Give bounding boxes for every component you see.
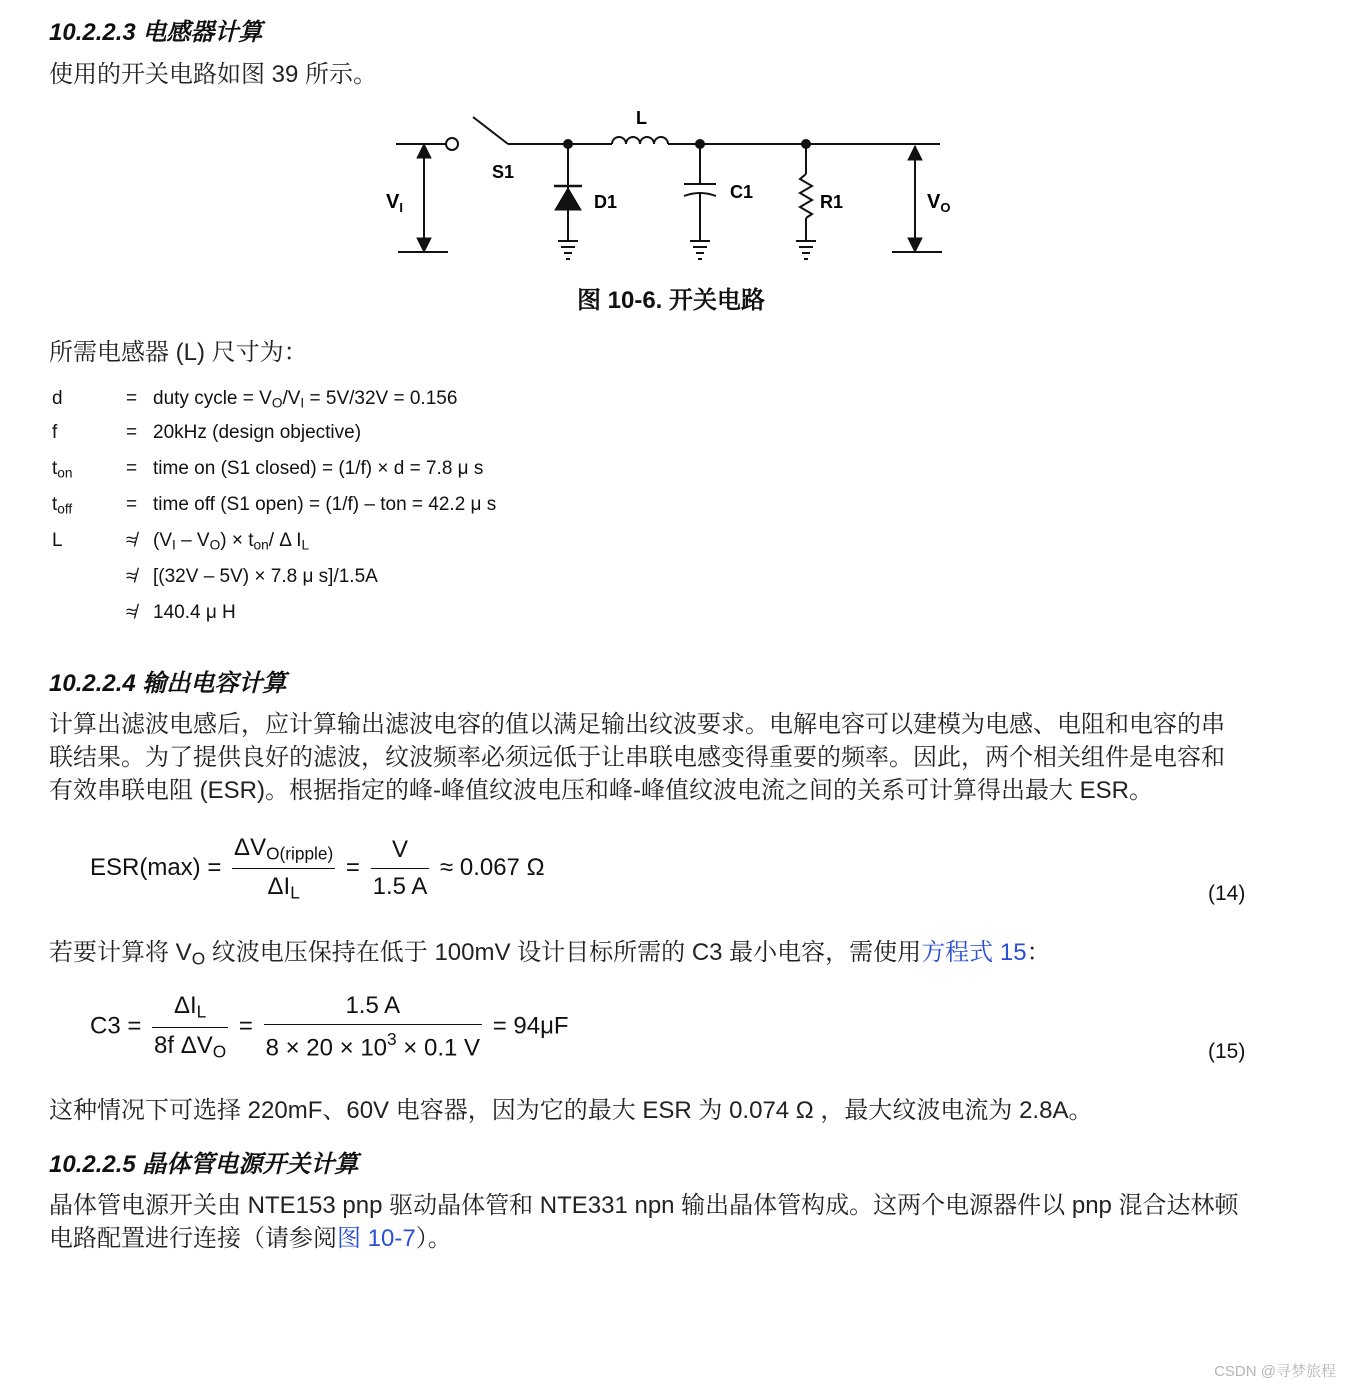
capacitor-choice-text: 这种情况下可选择 220mF、60V 电容器，因为它的最大 ESR 为 0.074 Ω ，最大纹波电流为 2.8A。 — [49, 1097, 1093, 1124]
vi-arrow-down — [417, 238, 431, 252]
watermark: CSDN @寻梦旅程 — [1214, 1363, 1336, 1380]
junction-dot-2 — [696, 140, 705, 149]
label-vo-sub: O — [940, 200, 951, 215]
ground-c1 — [690, 241, 710, 259]
equation-15-label: (15) — [1208, 1040, 1246, 1063]
junction-dot-1 — [564, 140, 573, 149]
vo-arrow-down — [908, 238, 922, 252]
ground-r1 — [796, 241, 816, 259]
section-heading-inductor: 10.2.2.3 电感器计算 — [49, 19, 263, 46]
inductor-intro: 所需电感器 (L) 尺寸为： — [49, 339, 308, 366]
label-vi-sub: I — [399, 200, 403, 215]
figure-caption: 图 10-6. 开关电路 — [576, 287, 766, 314]
resistor-r1 — [800, 174, 812, 218]
ground-d1 — [558, 241, 578, 259]
junction-dot-3 — [802, 140, 811, 149]
svg-text:VO — [927, 191, 950, 215]
transistor-paragraph: 晶体管电源开关由 NTE153 pnp 驱动晶体管和 NTE331 npn 输出晶体管构成。这两个电源器件以 pnp 混合达林顿 电路配置进行连接（请参阅图 10-7）。 — [49, 1192, 1239, 1252]
switch-contact — [446, 138, 458, 150]
intro-text: 使用的开关电路如图 39 所示。 — [49, 61, 378, 88]
label-vi: V — [386, 191, 400, 213]
vi-arrow-up — [417, 144, 431, 158]
vo-arrow-up — [908, 146, 922, 160]
eq15-intro-text: 若要计算将 $V_O$ 纹波电压保持在低于 100mV 设计目标所需的 C3 最小电容，需使用方程式 15： — [49, 939, 1051, 969]
diode-d1-triangle — [555, 188, 581, 210]
capacitor-paragraph: 计算出滤波电感后，应计算输出滤波电容的值以满足输出纹波要求。电解电容可以建模为电感、电阻和电容的串 联结果。为了提供良好的滤波，纹波频率必须远低于让串联电感变得重要的频率。因此，两个相关组件是电容和 有效串联电阻 (ESR)。根据指定的峰-峰值纹波电压和峰-峰值纹波电流之间的关系可计算得出最大 ESR。 — [49, 711, 1225, 804]
label-r1: R1 — [820, 192, 844, 212]
label-c1: C1 — [730, 182, 754, 202]
equation-15: C3 = $\frac{\Delta I_L}{8f \Delta V_O}$ = $\frac{1.5 A}{8 \times 20 \times 10^3 \times 0.1 V}$ = 94μF — [90, 992, 569, 1062]
switch-s1-blade — [473, 117, 508, 144]
label-s1: S1 — [492, 162, 515, 182]
label-l: L — [636, 108, 647, 128]
section-heading-capacitor: 10.2.2.4 输出电容计算 — [49, 670, 287, 697]
label-vo: V — [927, 191, 941, 213]
equation-14-label: (14) — [1208, 882, 1246, 905]
link-figure-10-7[interactable]: 图 10-7 — [337, 1225, 416, 1252]
equation-14: ESR(max) = $\frac{\Delta V_{O(ripple)}}{\Delta I_L}$ = $\frac{V}{1.5 A}$ ≈ 0.067 Ω — [90, 834, 545, 903]
inductor-l-coil — [612, 137, 668, 144]
link-equation-15[interactable]: 方程式 15 — [921, 939, 1027, 966]
switching-circuit-diagram — [380, 100, 960, 270]
svg-text:VI — [386, 191, 403, 215]
label-d1: D1 — [594, 192, 618, 212]
section-heading-transistor: 10.2.2.5 晶体管电源开关计算 — [49, 1151, 359, 1178]
